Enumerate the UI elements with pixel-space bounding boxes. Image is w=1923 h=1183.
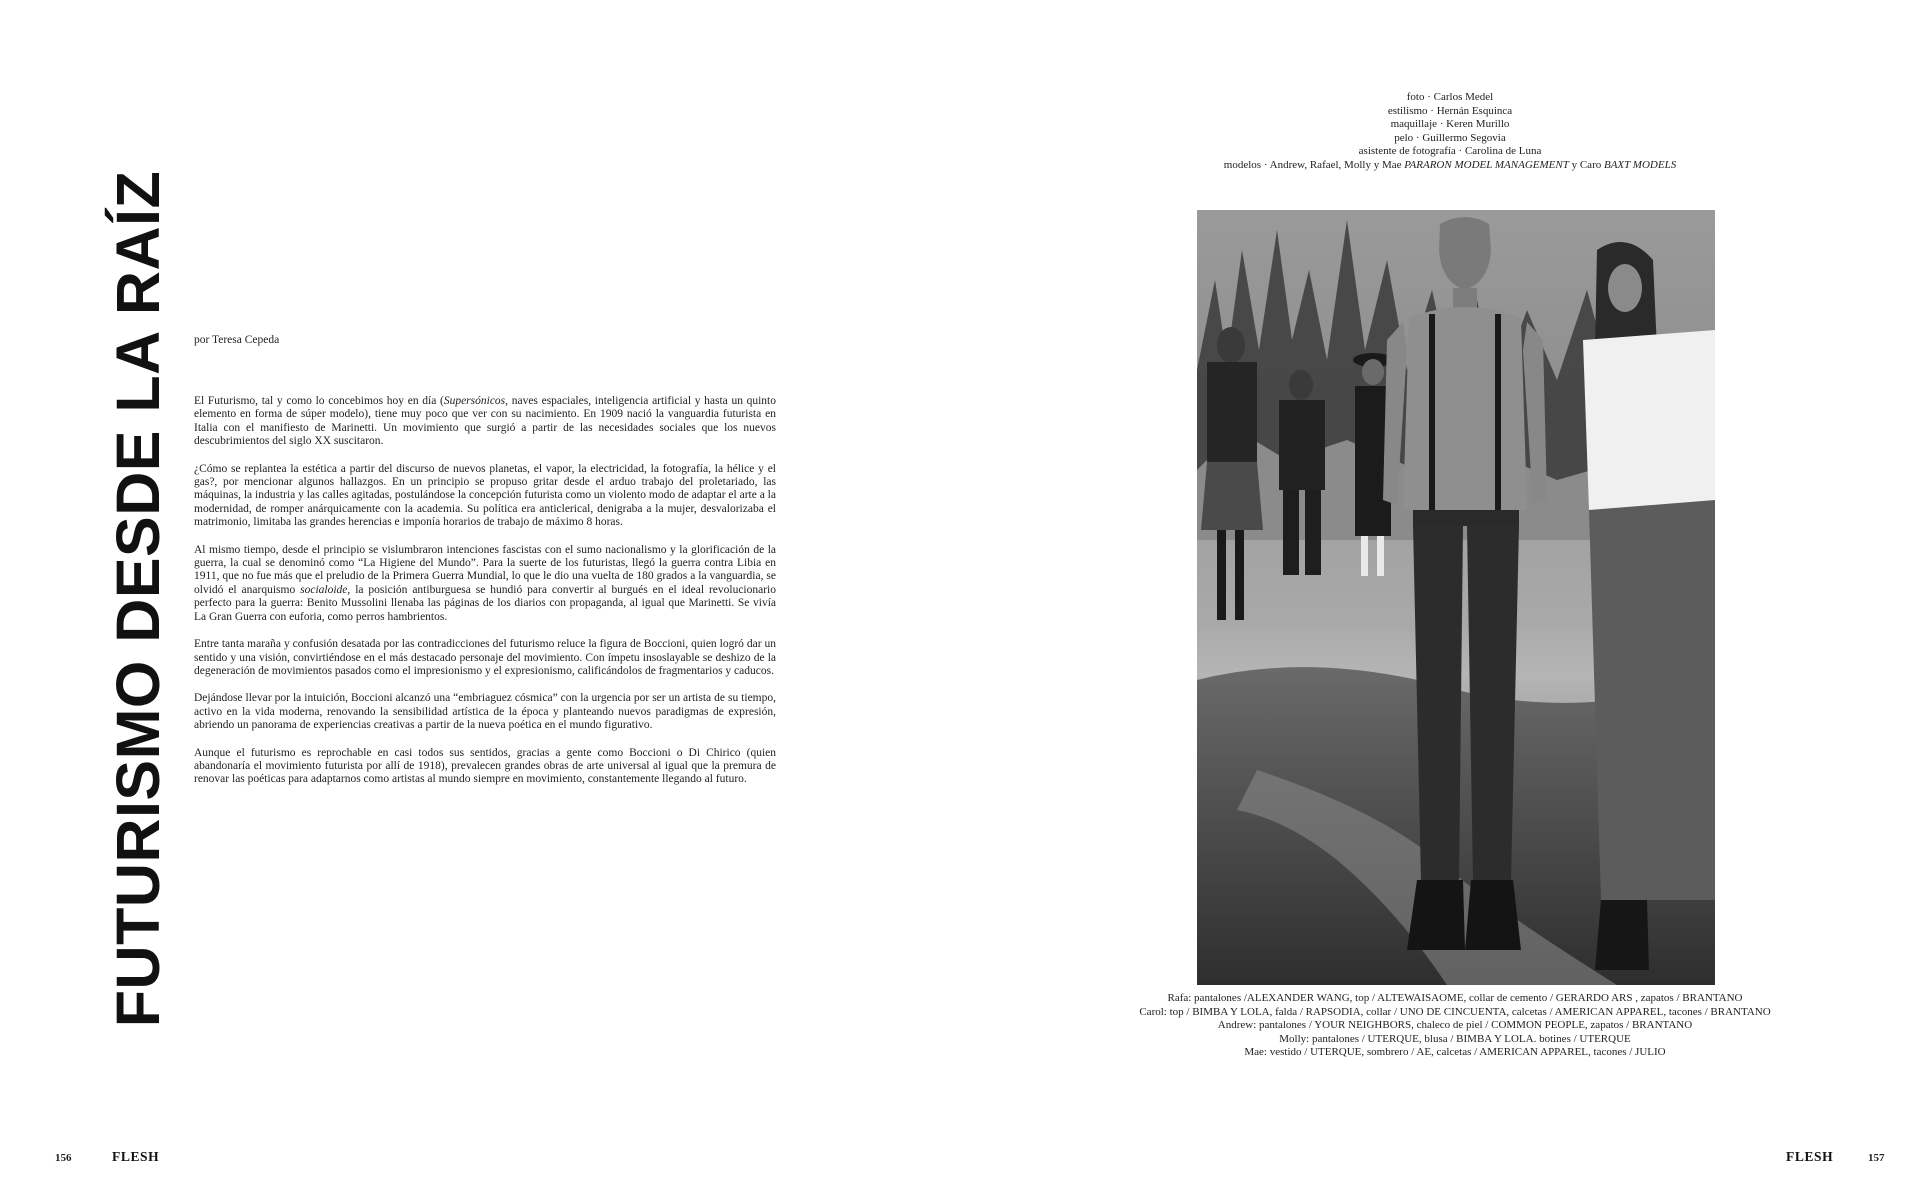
brand-logo-right: FLESH <box>1786 1149 1834 1164</box>
caption-line: Mae: vestido / UTERQUE, sombrero / AE, calcetas / AMERICAN APPAREL, tacones / JULIO <box>1244 1046 1666 1059</box>
page-number-right: 157 <box>1868 1152 1885 1164</box>
paragraph-1: El Futurismo, tal y como lo concebimos hoy en día (Supersónicos, naves espaciales, inteligencia artificial y hasta un quinto elemento en forma de súper modelo), tiene muy poco que ver con su nacimiento. En 1909 nació la vanguardia futurista en Italia con el manifiesto de Marinetti. Un movimiento que surgió a partir de las necesidades sociales que los nuevos descubrimientos del siglo XX suscitaron. <box>194 395 777 448</box>
paragraph-5: Dejándose llevar por la intuición, Boccioni alcanzó una “embriaguez cósmica” con la urgencia por ser un artista de su tiempo, activo en la vida moderna, renovando la sensibilidad artística de la época y planteando nuevos paradigmas de expresión, abriendo un panorama de experiencias creativas a partir de la nueva poética en el mundo figurativo. <box>194 692 776 732</box>
credit-line: estilismo · Hernán Esquinca <box>1387 104 1513 117</box>
article-title: FUTURISMO DESDE LA RAÍZ <box>104 170 172 1028</box>
title-column <box>104 143 172 1055</box>
paragraph-6: Aunque el futurismo es reprochable en casi todos sus sentidos, gracias a gente como Boccioni o Di Chirico (quien abandonaría el movimiento futurista por allí de 1918), prevalecen grandes obras de arte universal al igual que la premura de renovar las poéticas para adaptarnos como artistas al mundo siempre en movimiento, constantemente llegando al futuro. <box>194 746 776 786</box>
paragraph-3: Al mismo tiempo, desde el principio se vislumbraron intenciones fascistas con el sumo nacionalismo y la glorificación de la guerra, la cual se denominó como “La Higiene del Mundo”. Para la suerte de los futuristas, llegó la guerra contra Libia en 1911, que no fue más que el preludio de la Primera Guerra Mundial, lo que le dio una vuelta de 180 grados a la vanguardia, se olvidó el anarquismo socialoide, la posición antiburguesa se hundió para convertir al burgués en el ideal revolucionario perfecto para la guerra: Benito Mussolini llenaba las páginas de los diarios con propaganda, al igual que Marinetti. Se vivía La Gran Guerra con euforia, como perros hambrientos. <box>194 543 777 623</box>
credit-line: modelos · Andrew, Rafael, Molly y Mae PARARON MODEL MANAGEMENT y Caro BAXT MODELS <box>1223 158 1677 171</box>
caption-line: Andrew: pantalones / YOUR NEIGHBORS, chaleco de piel / COMMON PEOPLE, zapatos / BRANTANO <box>1217 1019 1693 1032</box>
paragraph-4: Entre tanta maraña y confusión desatada por las contradicciones del futurismo reluce la figura de Boccioni, quien logró dar un sentido y una visión, convirtiéndose en el más destacado personaje del movimiento. Con ímpetu insoslayable se deshizo de la degeneración de movimientos pasados como el impresionismo y el expresionismo, calificándolos de fragmentarios y caducos. <box>194 638 776 677</box>
wardrobe-captions <box>1110 992 1800 1060</box>
page-number-left: 156 <box>55 1152 72 1164</box>
credit-line: maquillaje · Keren Murillo <box>1390 118 1510 131</box>
caption-line: Carol: top / BIMBA Y LOLA, falda / RAPSODIA, collar / UNO DE CINCUENTA, calcetas / AMERICAN APPAREL, tacones / BRANTANO <box>1139 1005 1771 1018</box>
byline: por Teresa Cepeda <box>194 334 280 346</box>
photo-illustration <box>1197 210 1715 985</box>
caption-line: Molly: pantalones / UTERQUE, blusa / BIMBA Y LOLA. botines / UTERQUE <box>1279 1032 1631 1045</box>
credit-line: asistente de fotografía · Carolina de Luna <box>1358 145 1542 158</box>
credit-line: foto · Carlos Medel <box>1406 91 1494 103</box>
paragraph-2: ¿Cómo se replantea la estética a partir del discurso de nuevos planetas, el vapor, la electricidad, la fotografía, la hélice y el gas?, por mencionar algunos hallazgos. En un principio se propuso gritar desde el arduo trabajo del proletariado, las máquinas, la industria y las calles agitadas, postulándose la concepción futurista como un violento modo de adaptar el arte a la modernidad, de romper anárquicamente con la academia. Su política era anticlerical, denigraba a la mujer, desvalorizaba el matrimonio, limitaba las grandes herencias e imponía horarios de trabajo de máximo 8 horas. <box>194 462 776 529</box>
credit-line: pelo · Guillermo Segovia <box>1394 131 1506 144</box>
article-body <box>194 395 776 801</box>
caption-line: Rafa: pantalones /ALEXANDER WANG, top / ALTEWAISAOME, collar de cemento / GERARDO ARS , zapatos / BRANTANO <box>1167 992 1743 1004</box>
brand-logo-left: FLESH <box>112 1149 160 1164</box>
editorial-photo <box>1197 210 1715 985</box>
photo-credits <box>1190 91 1710 173</box>
